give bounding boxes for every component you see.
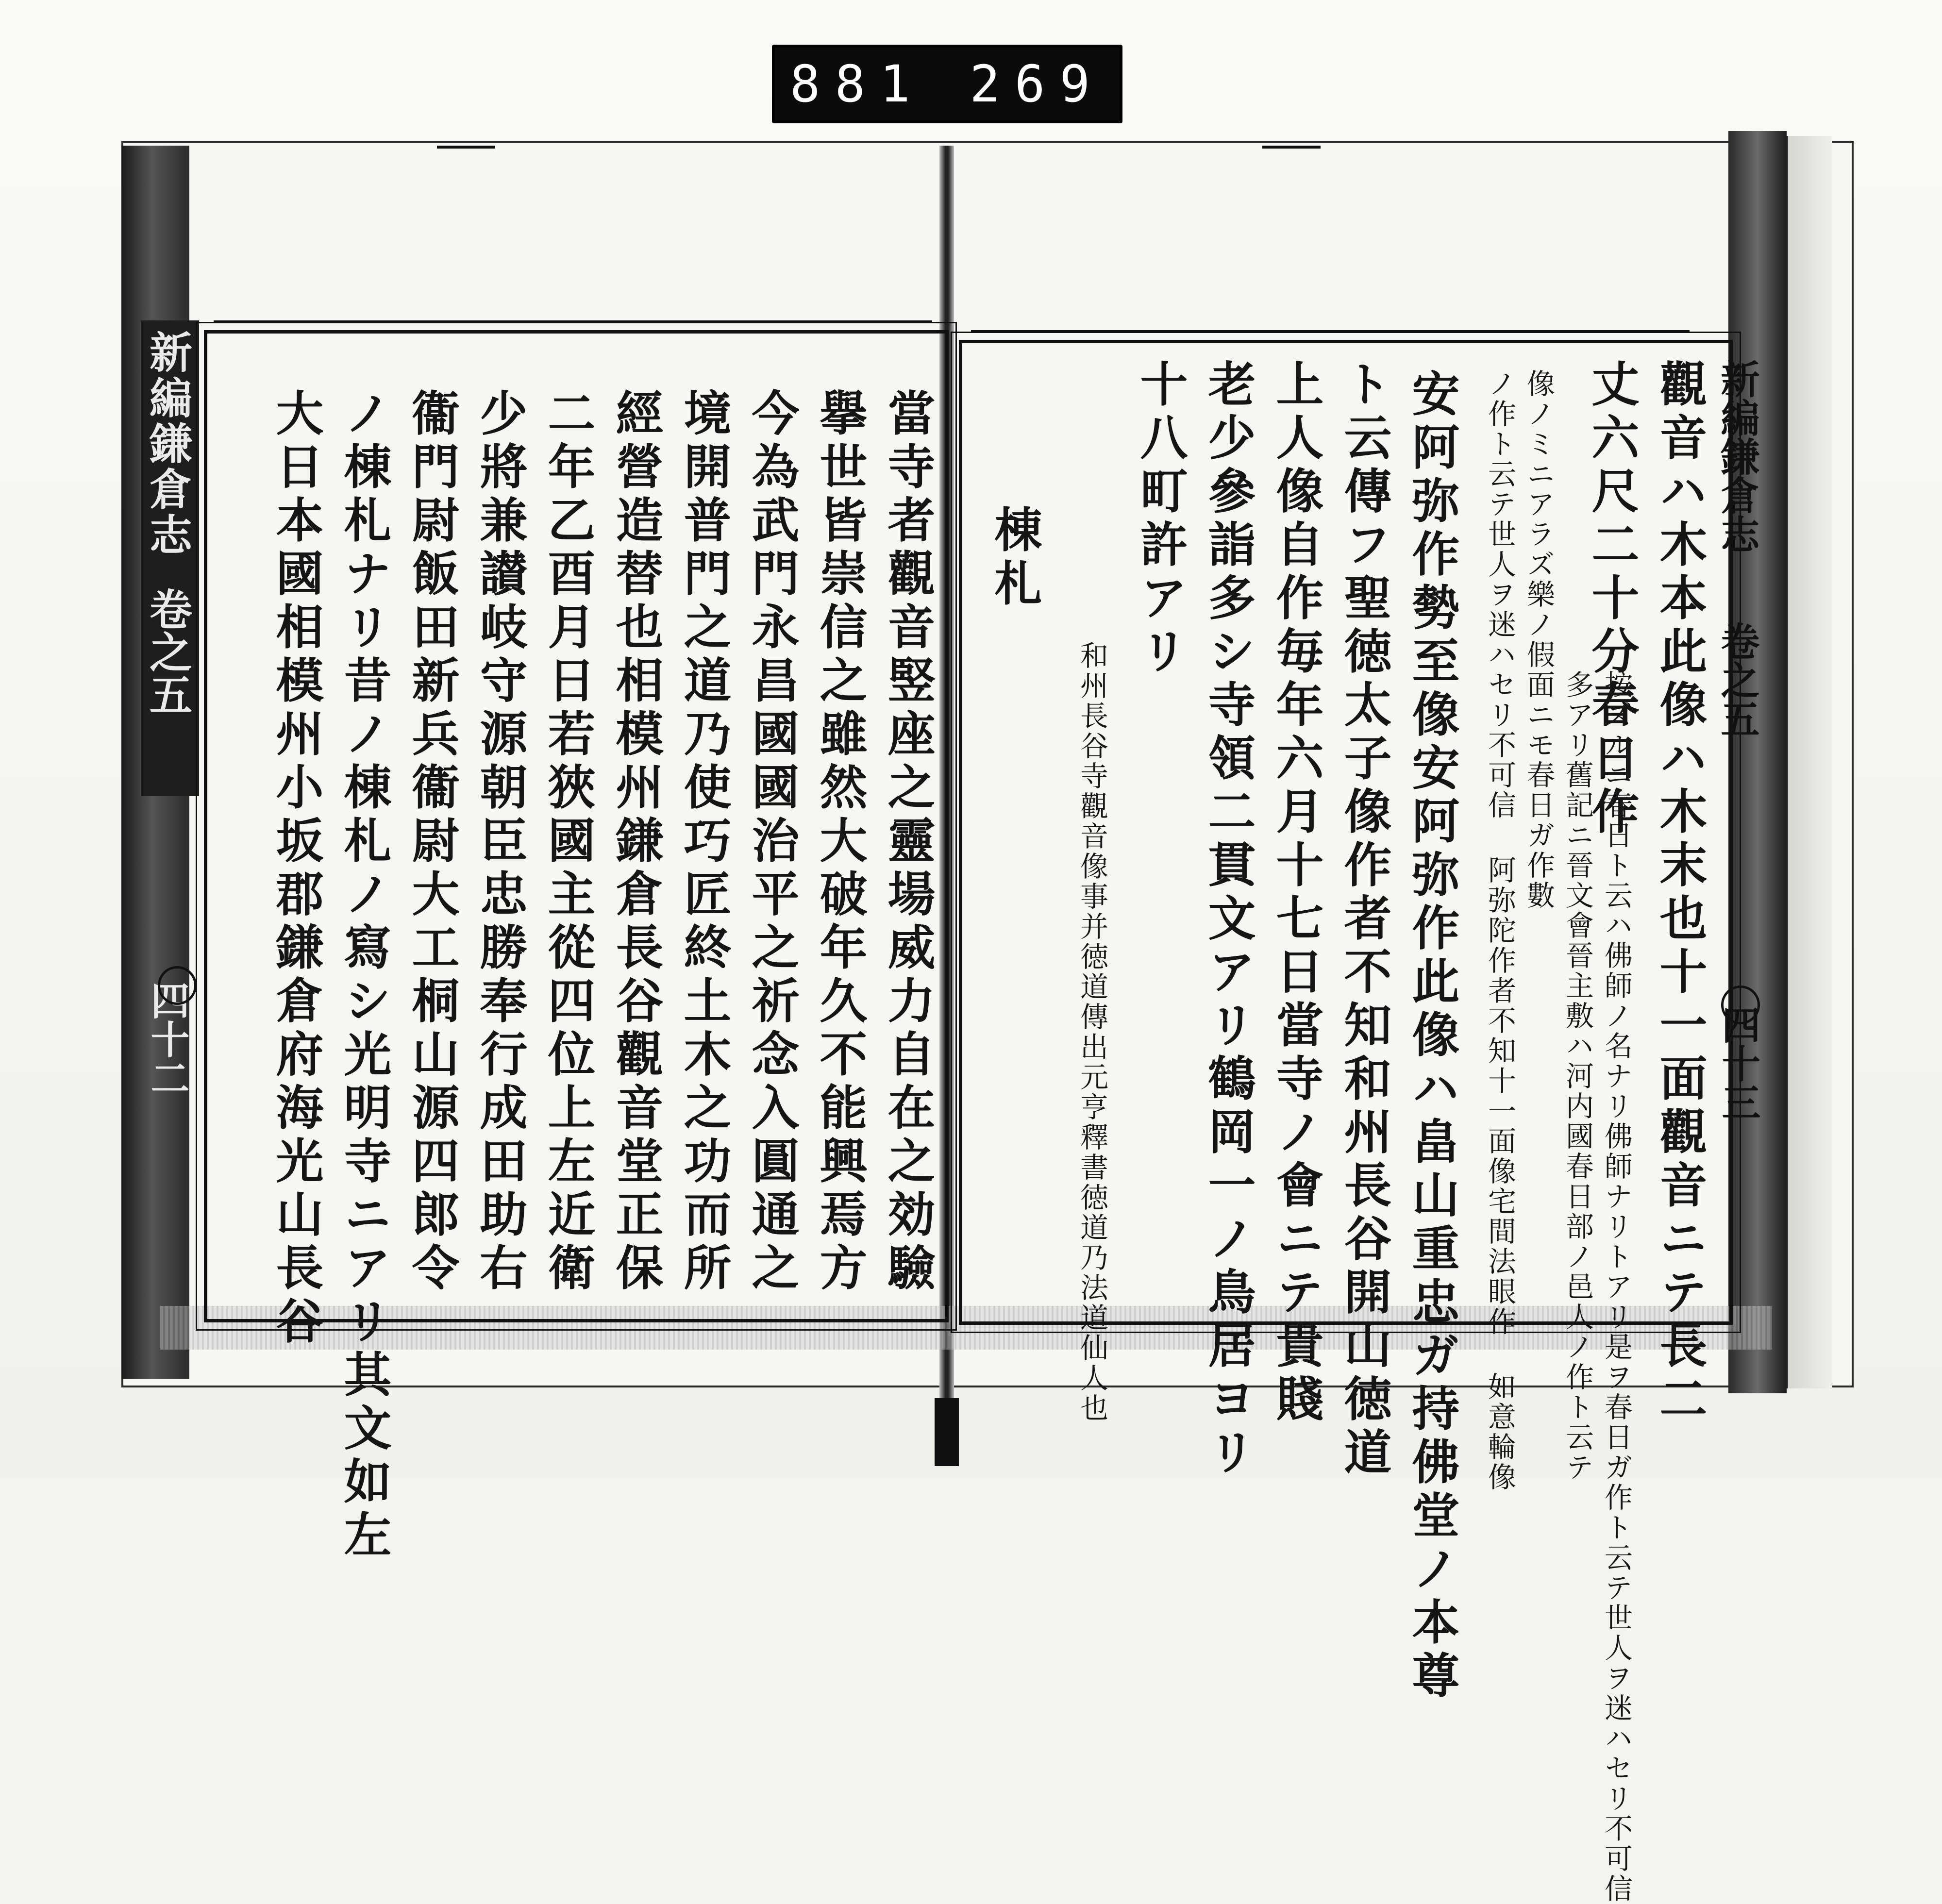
right-note-2: 多アリ舊記ニ晉文會晉主敷ハ河内國春日部ノ邑人ノ作ト云テ [1561,670,1594,1483]
right-note-4: ノ作ト云テ世人ヲ迷ハセリ不可信 阿弥陀作者不知十一面像宅間法眼作 如意輪像 [1483,369,1516,1492]
left-text-column-6: 二年乙酉月日若狹國主從四位上左近衛 [540,388,596,1296]
top-rule-right [971,330,1690,332]
right-text-column-7: 十八町許アリ [1132,359,1188,680]
right-note-1: 按ズルニ春日ト云ハ佛師ノ名ナリ佛師ナリトアリ是ヲ春日ガ作ト云テ世人ヲ迷ハセリ不可信 [1600,670,1633,1904]
right-text-column-8: 棟札 [987,505,1042,612]
tick-mark [437,146,495,149]
left-margin-page [141,981,199,1136]
right-text-column-2: 丈六尺二十分春日作 [1584,359,1640,840]
left-text-column-8: 衞門尉飯田新兵衞尉大工桐山源四郎令 [404,388,460,1296]
right-book-title: 新編鎌倉志 [1714,359,1760,553]
left-text-column-5: 經營造替也相模州鎌倉長谷觀音堂正保 [608,388,664,1296]
call-number-label [772,45,1122,123]
right-page-number: 四十三 [1715,1005,1761,1121]
left-margin-circle [158,966,197,1005]
left-text-column-9: ノ棟札ナリ昔ノ棟札ノ寫シ光明寺ニアリ其文如左 [336,388,392,1563]
right-volume-label: 卷之五 [1714,621,1760,738]
left-text-column-1: 當寺者觀音竪座之靈場威力自在之効驗 [880,388,936,1296]
left-text-column-3: 今為武門永昌國國治平之祈念入圓通之 [744,388,800,1296]
left-volume-label: 卷之五 [143,587,193,716]
right-note-5: 和州長谷寺觀音像事并徳道傳出元亨釋書徳道乃法道仙人也 [1075,641,1108,1423]
left-page-number: 四十二 [144,981,190,1097]
right-note-3: 像ノミニアラズ樂ノ假面ニモ春日ガ作數 [1522,369,1555,911]
right-text-column-5: 上人像自作毎年六月十七日當寺ノ會ニテ貴賤 [1268,359,1324,1427]
spine-foot [935,1398,959,1466]
top-rule-left [214,320,932,322]
right-text-column-4: ト云傳フ聖徳太子像作者不知和州長谷開山徳道 [1336,359,1392,1481]
left-margin-volume [141,587,199,748]
left-text-column-4: 境開普門之道乃使巧匠終土木之功而所 [676,388,732,1296]
left-text-column-10: 大日本國相模州小坂郡鎌倉府海光山長谷 [268,388,324,1350]
left-text-column-2: 擧世皆崇信之雖然大破年久不能興焉方 [812,388,868,1296]
right-page-edge [1787,136,1832,1388]
left-text-column-7: 少將兼讃岐守源朝臣忠勝奉行成田助右 [472,388,528,1296]
right-text-column-1: 觀音ハ木本此像ハ木末也十一面觀音ニテ長二 [1652,359,1708,1427]
call-number: 881 269 [789,54,1105,114]
left-book-title: 新編鎌倉志 [143,330,193,558]
tick-mark [1262,146,1321,149]
right-text-column-6: 老少參詣多シ寺領二貫文アリ鶴岡一ノ鳥居ヨリ [1200,359,1256,1481]
right-text-column-3: 安阿弥作勢至像安阿弥作此像ハ畠山重忠ガ持佛堂ノ本尊 [1404,369,1460,1704]
